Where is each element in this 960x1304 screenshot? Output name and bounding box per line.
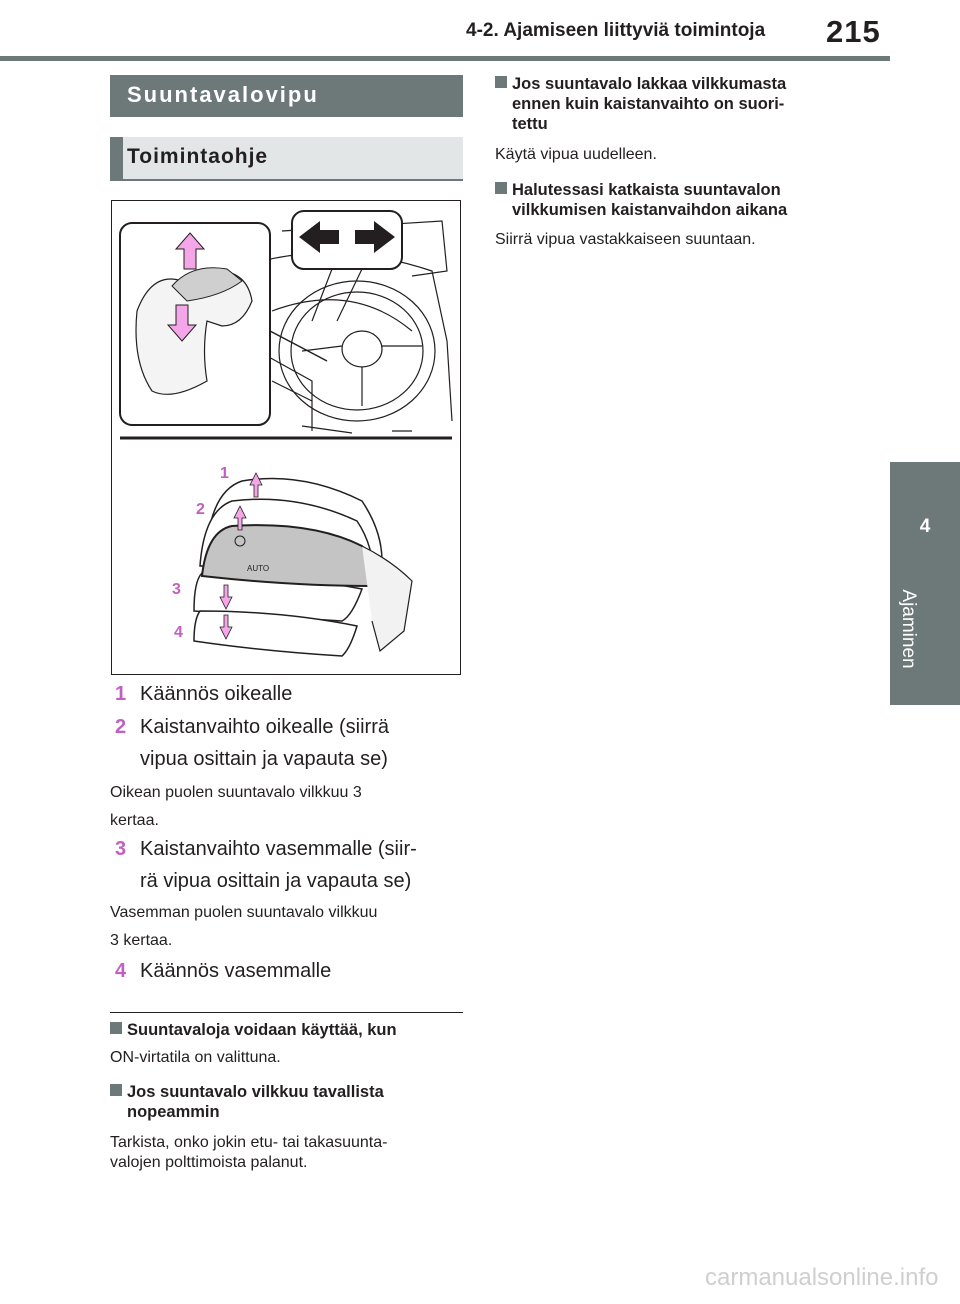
note-line: Oikean puolen suuntavalo vilkkuu 3 [110, 784, 362, 801]
page-number: 215 [826, 14, 881, 49]
chapter-label-wrap [893, 584, 923, 674]
step-line: Kaistanvaihto vasemmalle (siir- [140, 838, 417, 860]
step-text [140, 833, 417, 897]
note-heading [110, 1020, 397, 1040]
step-text: Käännös vasemmalle [140, 960, 332, 982]
note-heading [495, 74, 786, 134]
section-title: Suuntavalovipu [110, 75, 463, 117]
callout-4: 4 [174, 624, 183, 641]
heading-text [127, 1082, 384, 1122]
note-heading [110, 1082, 384, 1122]
step-2-note [110, 779, 362, 835]
callout-2: 2 [196, 501, 205, 518]
body-line: Tarkista, onko jokin etu- tai takasuunta- [110, 1134, 388, 1151]
note-line: Vasemman puolen suuntavalo vilkkuu [110, 904, 378, 921]
note-body [495, 145, 657, 165]
steering-column [362, 546, 412, 651]
body-line: ON-virtatila on valittuna. [110, 1049, 281, 1066]
step-line: vipua osittain ja vapauta se) [140, 748, 388, 770]
heading-line: ennen kuin kaistanvaihto on suori- [512, 95, 785, 113]
heading-line: Jos suuntavalo lakkaa vilkkumasta [512, 75, 787, 93]
step-1 [115, 678, 292, 710]
bullet-square-icon [110, 1084, 122, 1096]
step-3-note [110, 899, 377, 955]
body-line: valojen polttimoista palanut. [110, 1154, 308, 1171]
note-body [110, 1048, 281, 1068]
step-line: rä vipua osittain ja vapauta se) [140, 870, 412, 892]
auto-marking: AUTO [247, 564, 270, 573]
note-body [495, 230, 756, 250]
heading-line: tettu [512, 115, 548, 133]
step-text: Käännös oikealle [140, 683, 293, 705]
chapter-label: Ajaminen [898, 589, 919, 669]
bullet-square-icon [495, 76, 507, 88]
heading-text [512, 74, 786, 134]
step-number: 1 [115, 683, 127, 705]
heading-text [512, 180, 787, 220]
figure-illustration [112, 201, 460, 674]
lever-positions-drawing [172, 465, 412, 656]
step-line: Kaistanvaihto oikealle (siirrä [140, 716, 390, 738]
body-line: Käytä vipua uudelleen. [495, 146, 657, 163]
direction-arrows-panel [292, 211, 402, 321]
note-line: kertaa. [110, 812, 159, 829]
callout-1: 1 [220, 465, 229, 482]
step-3 [115, 833, 417, 897]
bullet-square-icon [110, 1022, 122, 1034]
turn-signal-figure [111, 200, 461, 675]
chapter-number: 4 [919, 516, 931, 537]
note-body [110, 1133, 387, 1173]
heading-line: Halutessasi katkaista suuntavalon [512, 181, 781, 199]
note-line: 3 kertaa. [110, 932, 173, 949]
step-number: 4 [115, 960, 127, 982]
step-4 [115, 955, 331, 987]
watermark: carmanualsonline.info [705, 1264, 939, 1291]
note-heading [495, 180, 787, 220]
running-header: 4-2. Ajamiseen liittyviä toimintoja [466, 20, 766, 41]
step-2 [115, 711, 389, 775]
heading-line: Jos suuntavalo vilkkuu tavallista [127, 1083, 384, 1101]
heading-line: vilkkumisen kaistanvaihdon aikana [512, 201, 788, 219]
heading-line: nopeammin [127, 1103, 220, 1121]
body-line: Siirrä vipua vastakkaiseen suuntaan. [495, 231, 756, 248]
subsection-title: Toimintaohje [110, 137, 463, 181]
step-number: 3 [115, 838, 127, 860]
step-text [140, 711, 389, 775]
steering-hub [342, 331, 382, 367]
heading-line: Suuntavaloja voidaan käyttää, kun [127, 1021, 397, 1039]
notes-divider [110, 1012, 463, 1013]
bullet-square-icon [495, 182, 507, 194]
header-rule [0, 56, 890, 61]
callout-3: 3 [172, 581, 181, 598]
step-number: 2 [115, 716, 127, 738]
